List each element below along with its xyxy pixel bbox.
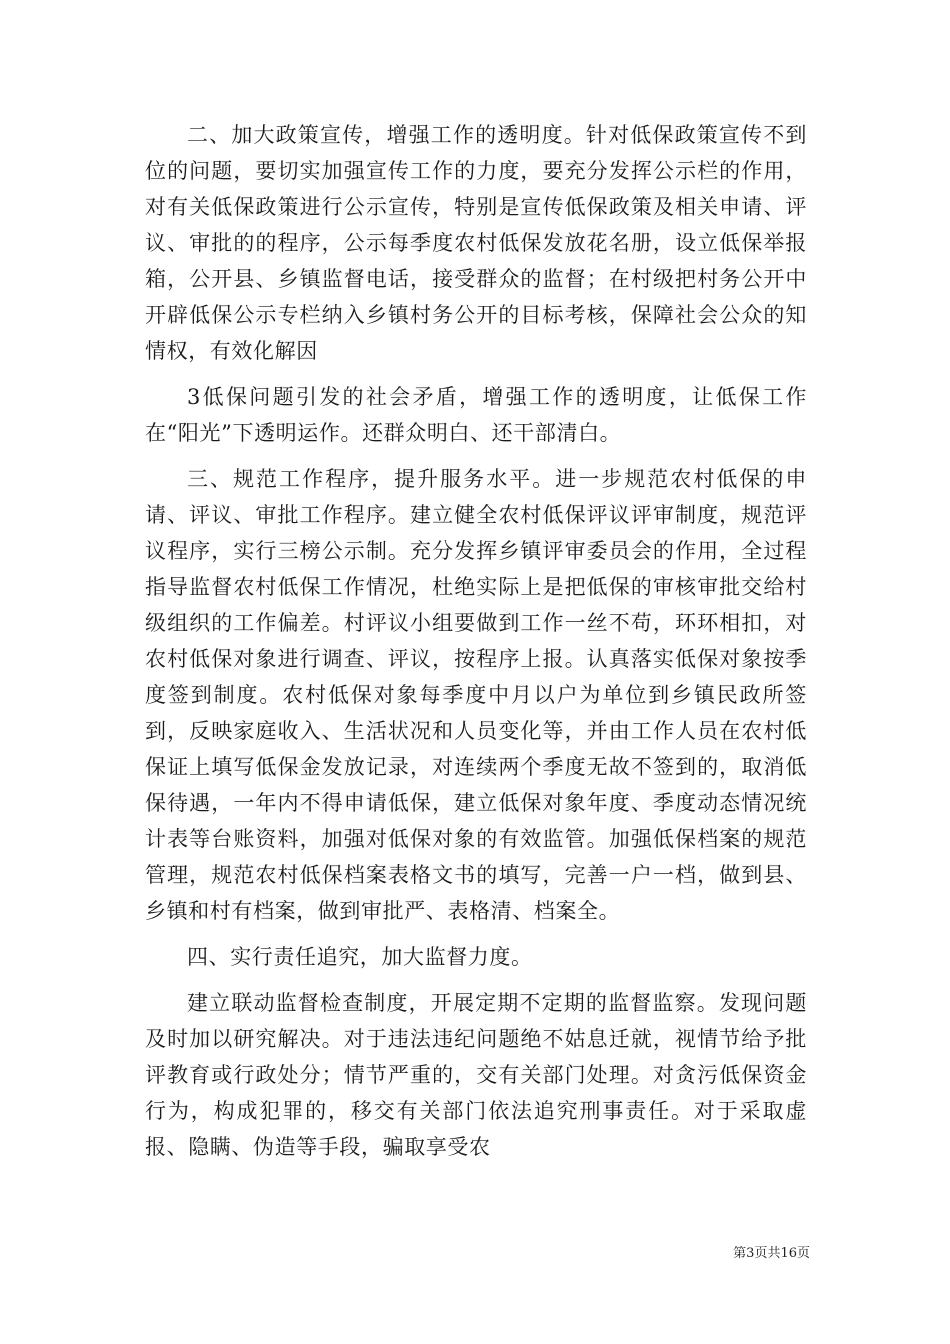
page-number: 第3页共16页 <box>733 1246 810 1261</box>
paragraph-accountability-heading: 四、实行责任追究，加大监督力度。 <box>187 945 533 969</box>
paragraph-transparency: 3低保问题引发的社会矛盾，增强工作的透明度，让低保工作在“阳光”下透明运作。还群众明白、还干部清白。 <box>145 385 807 445</box>
paragraph-work-procedure: 三、规范工作程序，提升服务水平。进一步规范农村低保的申请、评议、审批工作程序。建立健全农村低保评议评审制度，规范评议程序，实行三榜公示制。充分发挥乡镇评审委员会的作用，全过程指导监督农村低保工作情况，杜绝实际上是把低保的审核审批交给村级组织的工作偏差。村评议小组要做到工作一丝不苟，环环相扣，对农村低保对象进行调查、评议，按程序上报。认真落实低保对象按季度签到制度。农村低保对象每季度中月以户为单位到乡镇民政所签到，反映家庭收入、生活状况和人员变化等，并由工作人员在农村低保证上填写低保金发放记录，对连续两个季度无故不签到的，取消低保待遇，一年内不得申请低保，建立低保对象年度、季度动态情况统计表等台账资料，加强对低保对象的有效监管。加强低保档案的规范管理，规范农村低保档案表格文书的填写，完善一户一档，做到县、乡镇和村有档案，做到审批严、表格清、档案全。 <box>145 467 807 923</box>
document-body <box>145 117 807 1175</box>
paragraph-policy-publicity: 二、加大政策宣传，增强工作的透明度。针对低保政策宣传不到位的问题，要切实加强宣传工作的力度，要充分发挥公示栏的作用，对有关低保政策进行公示宣传，特别是宣传低保政策及相关申请、评议、审批的的程序，公示每季度农村低保发放花名册，设立低保举报箱，公开县、乡镇监督电话，接受群众的监督；在村级把村务公开中开辟低保公示专栏纳入乡镇村务公开的目标考核，保障社会公众的知情权，有效化解因 <box>145 123 807 363</box>
paragraph-supervision: 建立联动监督检查制度，开展定期不定期的监督监察。发现问题及时加以研究解决。对于违法违纪问题绝不姑息迁就，视情节给予批评教育或行政处分；情节严重的，交有关部门处理。对贪污低保资金行为，构成犯罪的，移交有关部门依法追究刑事责任。对于采取虚报、隐瞒、伪造等手段，骗取享受农 <box>145 991 807 1159</box>
